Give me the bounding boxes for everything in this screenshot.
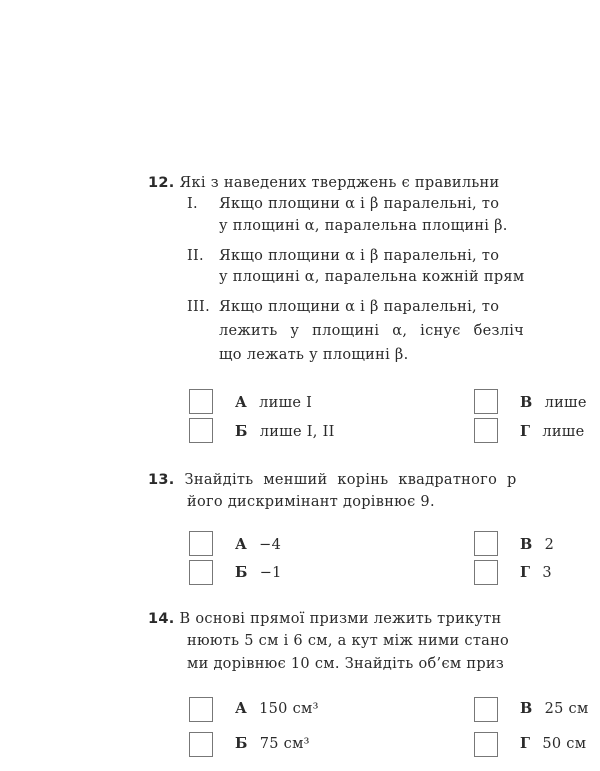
question-13-title: 13. Знайдіть менший корінь квадратного р [148, 472, 517, 488]
question-13-line2: його дискримінант дорівнює 9. [187, 494, 435, 510]
question-12-title: 12. Які з наведених тверджень є правильни [148, 175, 500, 191]
answer-checkbox-g[interactable] [474, 560, 498, 585]
question-14-line3: ми дорівнює 10 см. Знайдіть об’єм приз [187, 656, 505, 672]
statement-3-line1: III. Якщо площини α і β паралельні, то [187, 299, 500, 315]
answer-checkbox-a[interactable] [189, 531, 213, 556]
statement-3-line3: що лежать у площині β. [219, 347, 409, 363]
statement-2-line2: у площині α, паралельна кожній прям [219, 269, 525, 285]
answer-checkbox-b[interactable] [189, 418, 213, 443]
statement-1-line1: I. Якщо площини α і β паралельні, то [187, 196, 500, 212]
answer-checkbox-b[interactable] [189, 732, 213, 757]
answer-checkbox-v[interactable] [474, 531, 498, 556]
answer-checkbox-a[interactable] [189, 697, 213, 722]
answer-checkbox-v[interactable] [474, 389, 498, 414]
option-v: В 2 [520, 536, 555, 553]
option-a: А 150 см³ [235, 700, 319, 717]
option-g: Г 3 [520, 564, 552, 581]
statement-3-line2: лежить у площині α, існує безліч [219, 323, 525, 339]
answer-checkbox-g[interactable] [474, 732, 498, 757]
statement-1-line2: у площині α, паралельна площині β. [219, 218, 508, 234]
option-a: А −4 [235, 536, 282, 553]
option-v: В лише [520, 394, 587, 411]
option-g: Г лише [520, 423, 585, 440]
option-g: Г 50 см [520, 735, 587, 752]
option-v: В 25 см [520, 700, 589, 717]
option-b: Б −1 [235, 564, 282, 581]
answer-checkbox-a[interactable] [189, 389, 213, 414]
answer-checkbox-v[interactable] [474, 697, 498, 722]
question-14-title: 14. В основі прямої призми лежить трикутн [148, 611, 502, 627]
question-14-line2: нюють 5 см і 6 см, а кут між ними стано [187, 633, 510, 649]
option-b: Б лише І, ІІ [235, 423, 335, 440]
statement-2-line1: II. Якщо площини α і β паралельні, то [187, 248, 500, 264]
option-a: А лише І [235, 394, 313, 411]
answer-checkbox-g[interactable] [474, 418, 498, 443]
answer-checkbox-b[interactable] [189, 560, 213, 585]
option-b: Б 75 см³ [235, 735, 310, 752]
